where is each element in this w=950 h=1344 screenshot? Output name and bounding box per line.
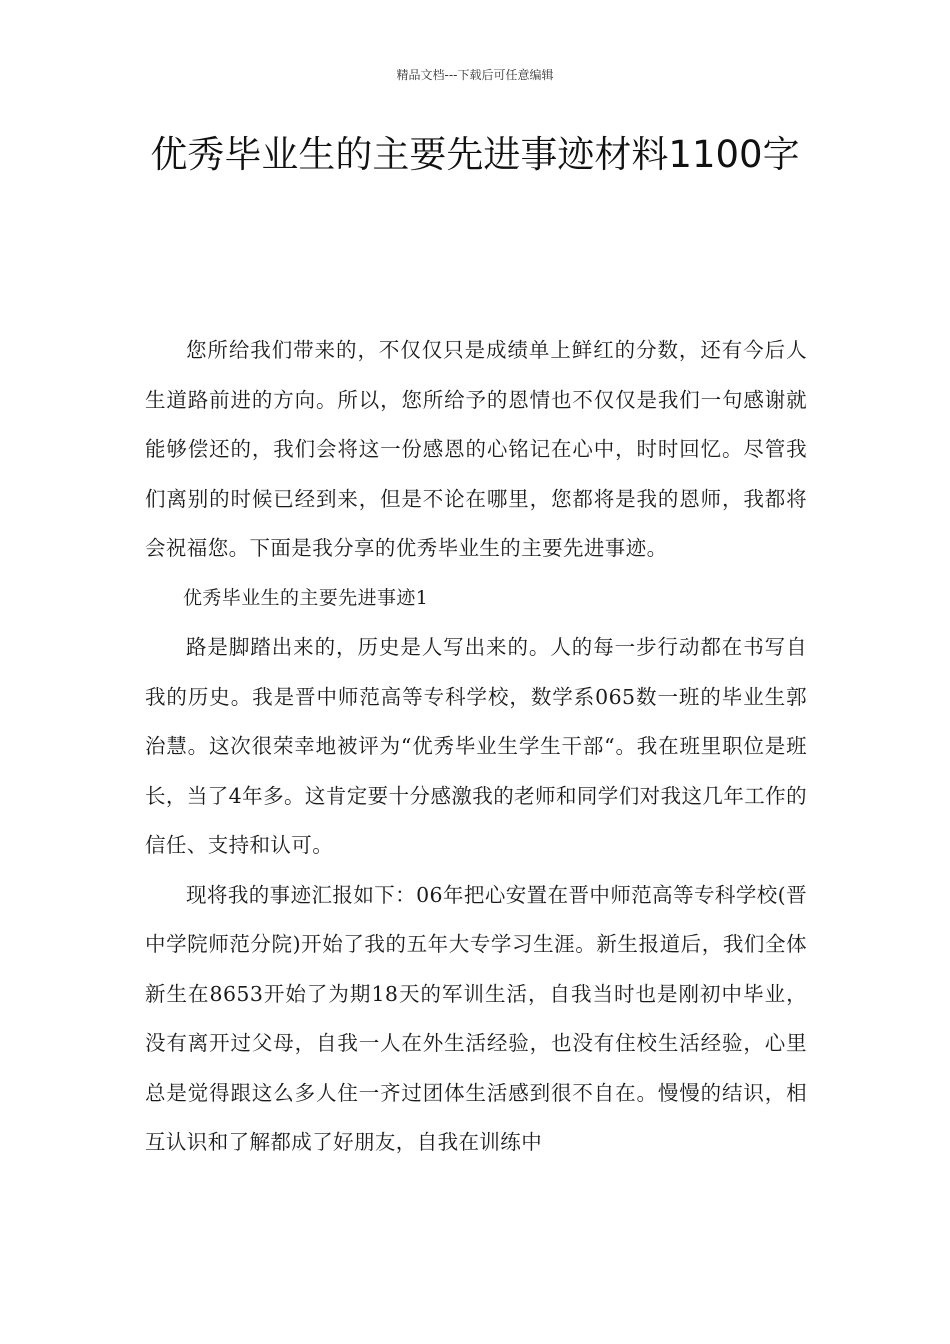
paragraph-body: 路是脚踏出来的，历史是人写出来的。人的每一步行动都在书写自我的历史。我是晋中师范高等专科学校，数学系065数一班的毕业生郭治慧。这次很荣幸地被评为“优秀毕业生学生干部“。我在班里职位是班长，当了4年多。这肯定要十分感激我的老师和同学们对我这几年工作的信任、支持和认可。: [145, 635, 807, 857]
document-body: [145, 326, 807, 1168]
document-title: 优秀毕业生的主要先进事迹材料1100字: [150, 133, 800, 176]
paragraph-intro: 您所给我们带来的，不仅仅只是成绩单上鲜红的分数，还有今后人生道路前进的方向。所以，您所给予的恩情也不仅仅是我们一句感谢就能够偿还的，我们会将这一份感恩的心铭记在心中，时时回忆。尽管我们离别的时候已经到来，但是不论在哪里，您都将是我的恩师，我都将会祝福您。下面是我分享的优秀毕业生的主要先进事迹。: [145, 338, 807, 560]
header-note: 精品文档---下载后可任意编辑: [396, 68, 554, 82]
paragraph-body: 现将我的事迹汇报如下：06年把心安置在晋中师范高等专科学校(晋中学院师范分院)开始了我的五年大专学习生涯。新生报道后，我们全体新生在8653开始了为期18天的军训生活，自我当时也是刚初中毕业，没有离开过父母，自我一人在外生活经验，也没有住校生活经验，心里总是觉得跟这么多人住一齐过团体生活感到很不自在。慢慢的结识，相互认识和了解都成了好朋友，自我在训练中: [145, 882, 807, 1154]
section-heading: 优秀毕业生的主要先进事迹1: [183, 586, 429, 609]
